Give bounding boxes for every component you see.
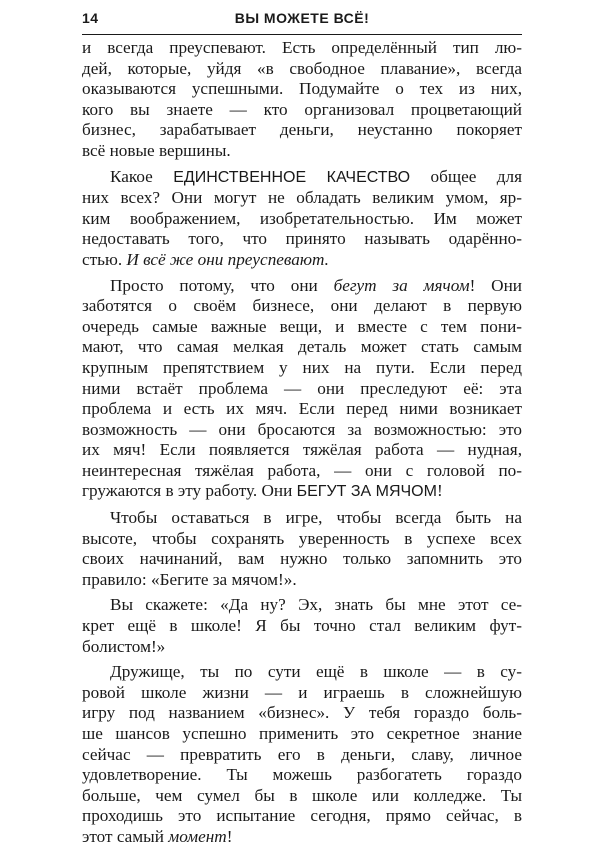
text-line: них всех? Они могут не обладать великим умом, яр- — [82, 188, 522, 208]
text-run: ! — [226, 826, 233, 846]
paragraph-5 — [82, 595, 522, 657]
text-line: правило: «Бегите за мячом!». — [82, 569, 297, 589]
running-header — [82, 8, 522, 35]
emphasis-caps: ЕДИНСТВЕННОЕ КАЧЕСТВО — [173, 168, 411, 186]
paragraph-2 — [82, 167, 522, 271]
paragraph-4 — [82, 508, 522, 590]
paragraph-3 — [82, 276, 522, 504]
text-run: ! — [436, 481, 443, 501]
text-line: Вы скажете: «Да ну? Эх, знать бы мне этот се- — [110, 595, 522, 615]
text-line: ровой школе жизни — и играешь в сложнейшую — [82, 682, 522, 702]
text-line — [82, 827, 522, 848]
text-line: мают, что самая мелкая деталь может стать самым — [82, 337, 522, 357]
text-line: сейчас — превратить его в деньги, славу, личное — [82, 744, 522, 764]
paragraph-6 — [82, 662, 522, 847]
text-run: Какое — [110, 166, 174, 186]
text-line: проходишь это испытание сегодня, прямо сейчас, в — [82, 806, 522, 826]
text-line: недоставать того, что принято называть одарённо- — [82, 229, 522, 249]
text-line: и всегда преуспевают. Есть определённый тип лю- — [82, 38, 522, 57]
text-line: ними встаёт проблема — они преследуют её: эта — [82, 378, 522, 398]
text-line: Чтобы оставаться в игре, чтобы всегда быть на — [110, 508, 522, 528]
text-line: крупным препятствием у них на пути. Если перед — [82, 357, 522, 377]
text-run: гружаются в эту работу. Они — [82, 481, 297, 501]
text-line: ше шансов успешно применить это секретное знание — [82, 724, 522, 743]
text-line: заботятся о своём бизнесе, они делают в первую — [82, 296, 522, 316]
text-line: проблема и есть их мяч. Если перед ними возникает — [82, 399, 522, 419]
text-line: удовлетворение. Ты можешь разбогатеть гораздо — [82, 765, 522, 785]
text-line — [82, 276, 522, 297]
running-title: ВЫ МОЖЕТЕ ВСЁ! — [234, 10, 370, 26]
text-line: неинтересная тяжёлая работа, — они с головой по- — [82, 460, 522, 480]
emphasis-italic: момент — [168, 826, 227, 846]
text-run: стью. — [82, 249, 127, 269]
text-line — [82, 250, 522, 271]
text-line: очередь самые важные вещи, и вместе с тем пони- — [82, 316, 522, 336]
text-line: крет ещё в школе! Я бы точно стал великим фут- — [82, 616, 522, 636]
text-line: их мяч! Если появляется тяжёлая работа — нудная, — [82, 440, 522, 460]
page-number: 14 — [82, 10, 99, 26]
text-line: кого вы знаете — кто организовал процветающий — [82, 99, 522, 119]
text-line — [82, 481, 522, 503]
text-line: возможность — они бросаются за возможностью: это — [82, 419, 522, 439]
text-line: всё новые вершины. — [82, 140, 231, 160]
text-run: ! Они — [469, 275, 522, 295]
text-line: игру под названием «бизнес». У тебя гораздо боль- — [82, 703, 522, 723]
text-run: общее для — [410, 166, 523, 186]
text-run: этот самый — [82, 826, 169, 846]
emphasis-caps: БЕГУТ ЗА МЯЧОМ — [296, 483, 437, 501]
text-line — [82, 167, 522, 189]
text-line: оказываются успешными. Подумайте о тех из них, — [82, 79, 522, 99]
text-line: своих начинаний, вам нужно только запомнить это — [82, 549, 522, 569]
emphasis-italic: бегут за мячом — [333, 275, 470, 295]
text-line: высоте, чтобы сохранять уверенность в успехе всех — [82, 528, 522, 548]
emphasis-italic: И всё же они преуспевают. — [126, 249, 329, 269]
text-line: Дружище, ты по сути ещё в школе — в су- — [110, 662, 522, 682]
paragraph-1 — [82, 38, 522, 162]
text-line: дей, которые, уйдя «в свободное плавание», всегда — [82, 58, 522, 78]
text-line: болистом!» — [82, 636, 166, 656]
text-line: больше, чем сумел бы в школе или колледже. Ты — [82, 785, 522, 805]
body-text — [82, 38, 522, 848]
text-line: бизнес, зарабатывает деньги, неустанно покоряет — [82, 120, 522, 140]
text-run: Просто потому, что они — [110, 275, 334, 295]
text-line: ким воображением, изобретательностью. Им может — [82, 208, 522, 228]
